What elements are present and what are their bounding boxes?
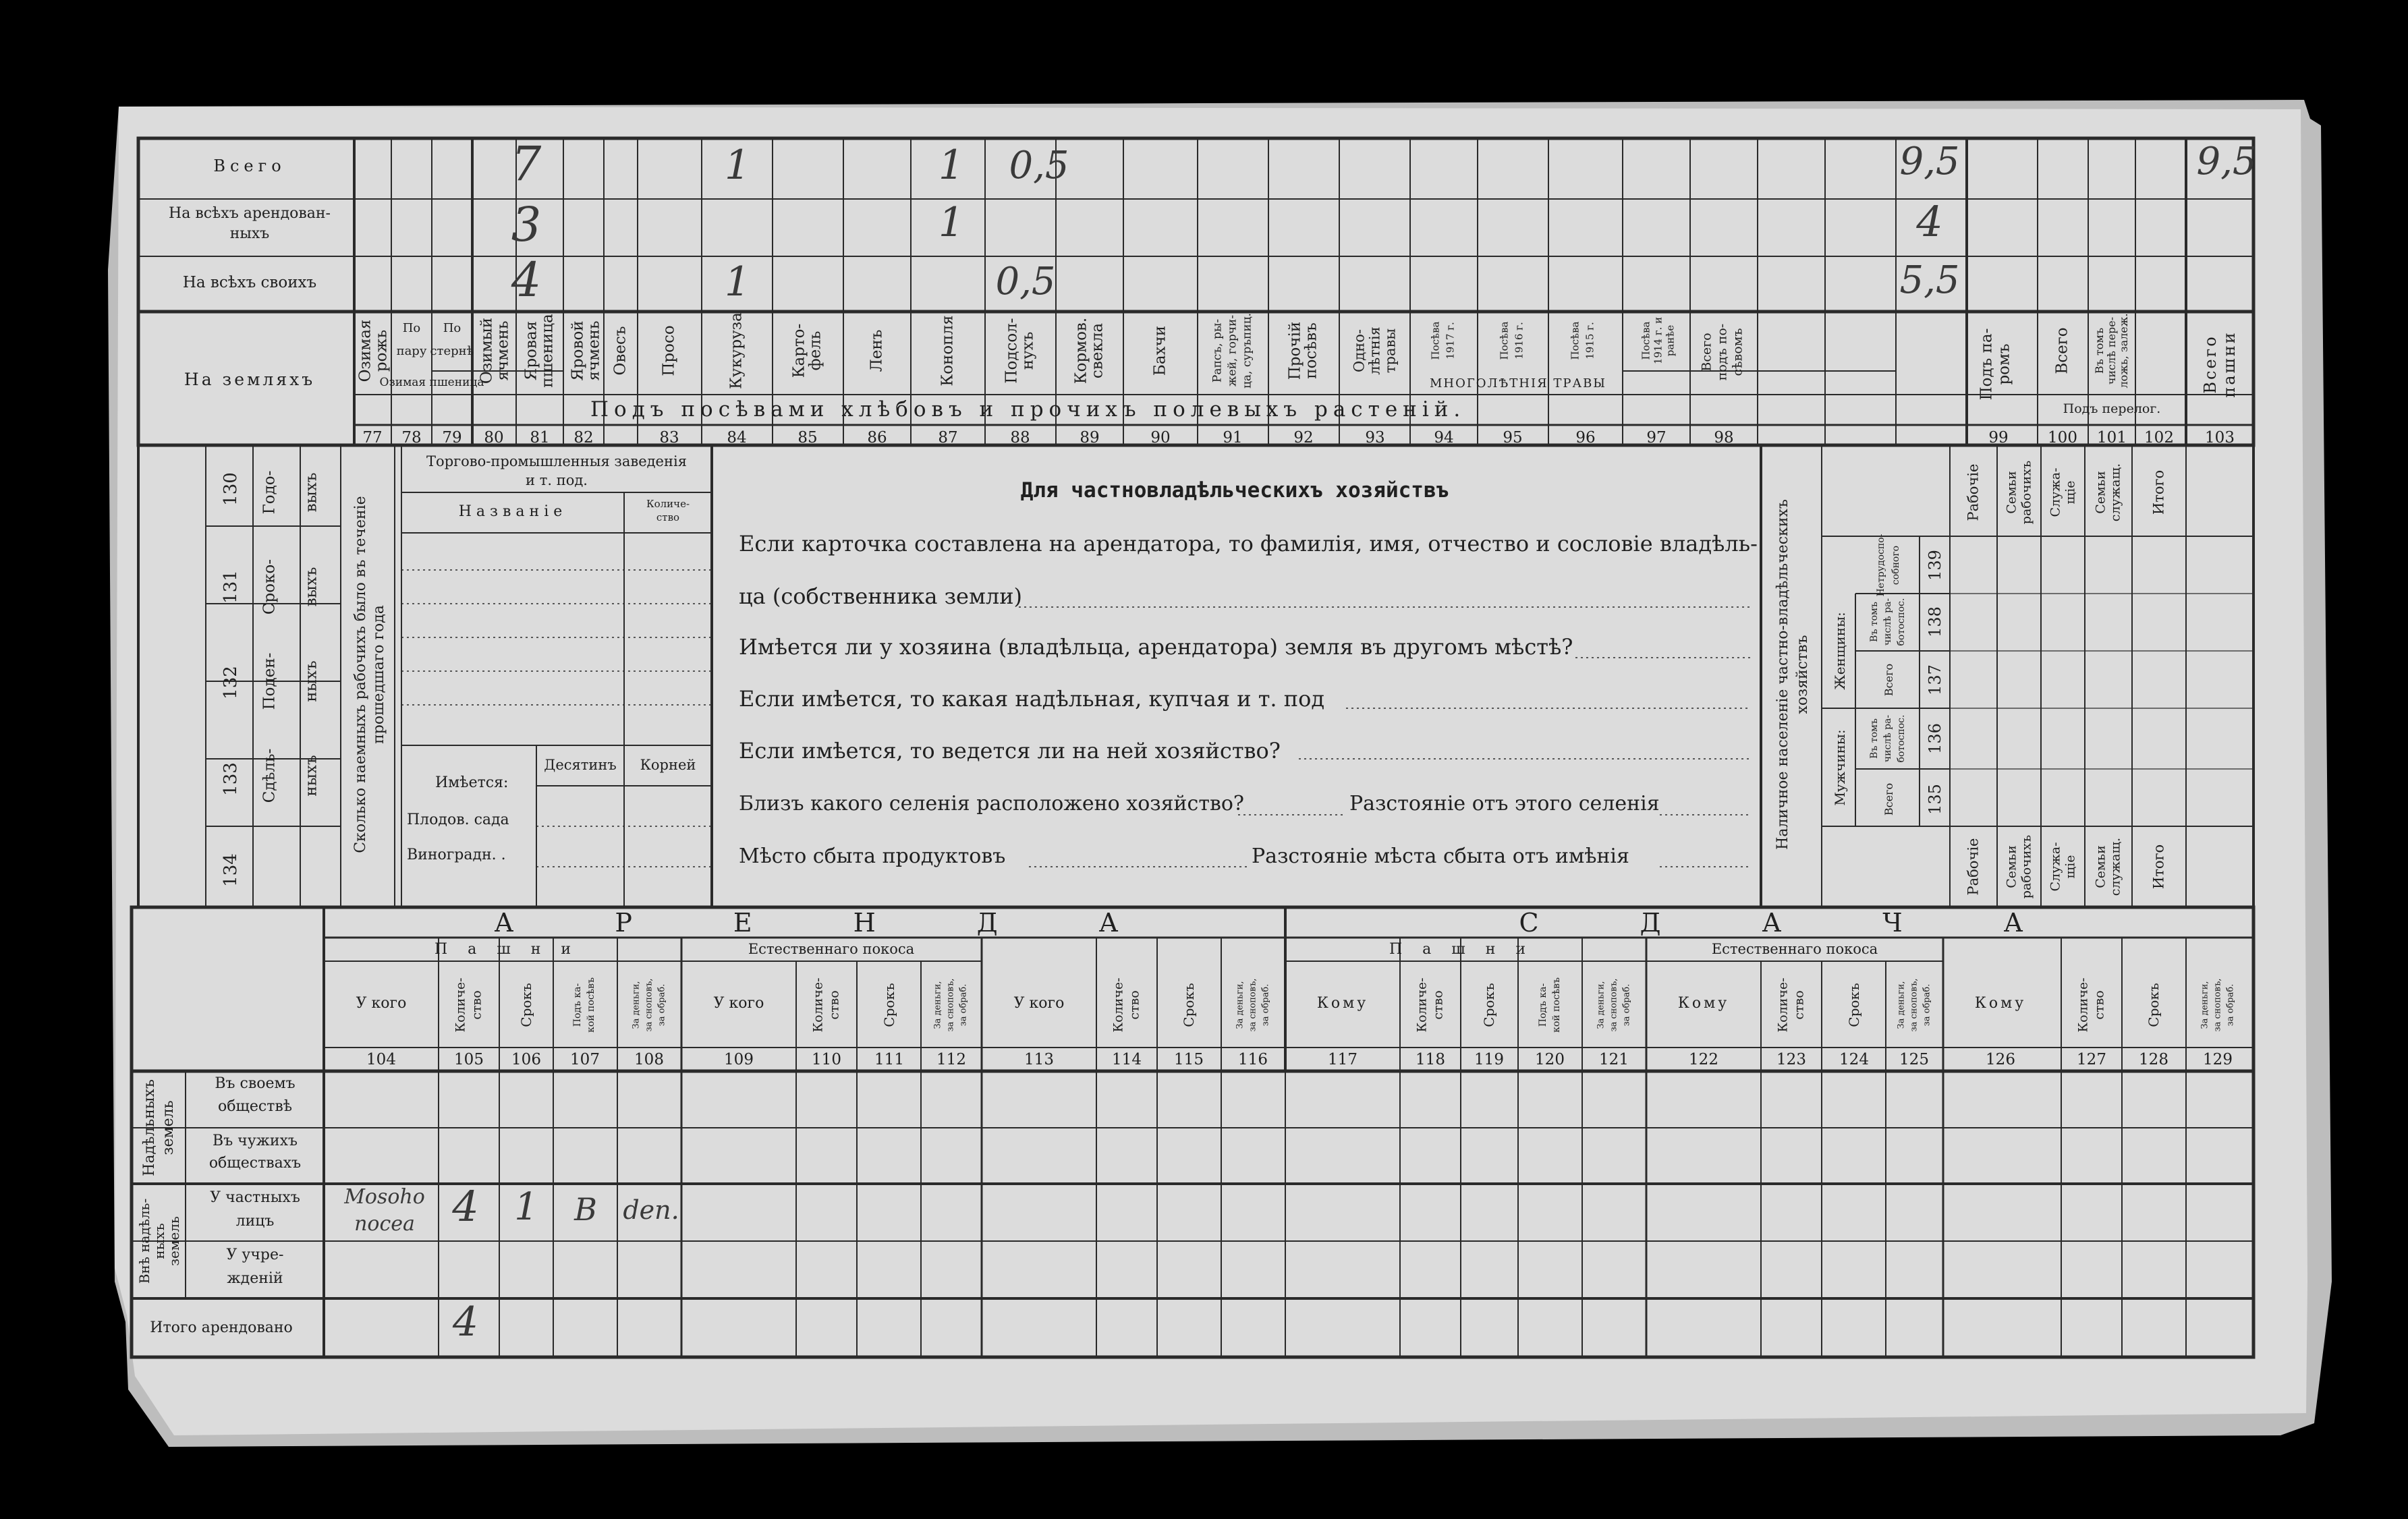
- crop-header-ozimaya-pshenitsa: Озимая пшеница: [379, 376, 484, 389]
- crop-header-103b: пашни: [2220, 331, 2239, 398]
- col-number-114: 114: [1112, 1051, 1142, 1068]
- col-number-128: 128: [2139, 1051, 2168, 1068]
- col-number-122: 122: [1689, 1051, 1718, 1068]
- crop-header-77a: Озимая: [356, 319, 374, 382]
- crop-header-78a: По: [402, 321, 421, 335]
- hw-lease-qty: 4: [452, 1182, 479, 1231]
- col-number-105: 105: [454, 1051, 484, 1068]
- hw-itogo-qty: 4: [452, 1298, 479, 1346]
- trade-nazvanie-header: Названіе: [458, 503, 567, 520]
- col-number-104: 104: [366, 1051, 396, 1068]
- crop-header-81a: Яровая: [522, 320, 540, 381]
- hw-lease-pay: den.: [623, 1195, 679, 1225]
- row-label-arendovannykh-2: ныхъ: [229, 225, 270, 242]
- col-number-137: 137: [1926, 664, 1944, 695]
- crop-header-94b: лѣтнiя: [1366, 326, 1383, 375]
- hw-lease-term: 1: [514, 1185, 538, 1229]
- row-uchrezh-b: жденій: [227, 1270, 283, 1287]
- hw-vsego-85: 1: [938, 142, 965, 189]
- col-number-112: 112: [936, 1051, 966, 1068]
- col-number-101: 101: [2097, 429, 2127, 447]
- label-srokovykh-b: выхъ: [302, 567, 320, 607]
- col-number-115: 115: [1174, 1051, 1204, 1068]
- private-q4: Если имѣется, то ведется ли на ней хозяйство?: [739, 738, 1281, 764]
- col-number-121: 121: [1599, 1051, 1629, 1068]
- label-vne-a: Внѣ надѣль-: [136, 1198, 152, 1284]
- crop-header-78b: пару: [396, 344, 427, 358]
- label-nadelnykh-b: земель: [160, 1100, 177, 1155]
- lease-header-u-kogo-104: У кого: [356, 995, 407, 1012]
- col-number-92: 92: [1293, 429, 1314, 447]
- col-number-85: 85: [797, 429, 818, 447]
- lease-header-za-116a: За деньги,: [1235, 981, 1245, 1029]
- row-svoem-a: Въ своемъ: [215, 1075, 296, 1092]
- col-number-95: 95: [1503, 429, 1523, 447]
- lease-header-za-112b: за сноповъ,: [945, 978, 956, 1032]
- trade-kolichestvo-b: ство: [656, 511, 680, 523]
- label-zhen-vtom-c: ботоспос.: [1896, 598, 1907, 646]
- crop-header-102b: числѣ пере-: [2105, 316, 2118, 385]
- row-label-vsego: Всего: [213, 156, 286, 175]
- paper: [115, 107, 2307, 1435]
- private-q5b: Разстояніе отъ этого селенія: [1349, 792, 1660, 815]
- crop-header-100b: ромъ: [1995, 343, 2013, 385]
- private-q1a: Если карточка составлена на арендатора, то фамилія, имя, отчество и сословіе владѣль-: [739, 531, 1758, 556]
- label-muzh-vtom-a: Въ томъ: [1869, 718, 1880, 759]
- lease-header-kol-127b: ство: [2092, 990, 2107, 1020]
- label-zhenshchiny: Женщины:: [1832, 612, 1848, 690]
- private-title: Для частновладѣльческихъ хозяйствъ: [1020, 478, 1449, 503]
- col-number-106: 106: [511, 1051, 541, 1068]
- crop-header-87: Ленъ: [868, 329, 886, 372]
- trade-title-b: и т. под.: [526, 472, 588, 488]
- crop-header-82b: ячмень: [585, 320, 603, 381]
- col-number-97: 97: [1646, 429, 1667, 447]
- label-muzhchiny: Мужчины:: [1832, 729, 1848, 806]
- col-number-109: 109: [724, 1051, 754, 1068]
- col-number-113: 113: [1024, 1051, 1054, 1068]
- col-number-132: 132: [221, 666, 241, 699]
- pop-footer-semi-sl-b: служащ.: [2108, 837, 2123, 896]
- lease-header-srok-128: Срокъ: [2146, 983, 2162, 1027]
- lease-header-srok-115: Срокъ: [1181, 983, 1197, 1027]
- col-number-107: 107: [570, 1051, 600, 1068]
- hw-svoikh-82: 1: [724, 258, 751, 306]
- crop-header-98a: Посѣва: [1640, 321, 1652, 360]
- lease-header-kol-105b: ство: [469, 990, 484, 1020]
- lease-header-kol-110b: ство: [827, 990, 842, 1020]
- col-number-116: 116: [1238, 1051, 1268, 1068]
- label-vne-b: ныхъ: [151, 1223, 167, 1259]
- col-number-86: 86: [867, 429, 887, 447]
- row-chastnykh-b: лицъ: [235, 1213, 275, 1230]
- private-q6a: Мѣсто сбыта продуктовъ: [739, 844, 1006, 868]
- sdacha-pashni-label: Пашни: [1389, 941, 1546, 958]
- crop-header-91: Бахчи: [1151, 325, 1169, 376]
- crop-header-89a: Подсол-: [1003, 318, 1021, 384]
- arenda-estestv-label: Естественнаго покоса: [748, 941, 915, 957]
- lease-header-za-129b: за сноповъ,: [2212, 978, 2223, 1032]
- col-number-99: 99: [1988, 429, 2009, 447]
- label-netrudosp-b: собного: [1891, 545, 1901, 585]
- population-title-a: Наличное населеніе частно-владѣльческихъ: [1774, 499, 1791, 850]
- hw-svoikh-86: 0,5: [995, 260, 1056, 304]
- label-godovykh-a: Годо-: [260, 470, 279, 515]
- crop-header-90b: свекла: [1088, 322, 1107, 379]
- hw-lease-who: Mosoho: [344, 1185, 425, 1209]
- crop-header-84: Просо: [660, 325, 678, 376]
- hw-vsego-103: 9,5: [2196, 140, 2257, 183]
- pod-posevami-banner: Подъ посѣвами хлѣбовъ и прочихъ полевыхъ растенiй.: [590, 397, 1466, 422]
- private-q6b: Разстояніе мѣста сбыта отъ имѣнія: [1252, 844, 1629, 868]
- row-itogo-arendovano: Итого арендовано: [150, 1319, 293, 1336]
- lease-header-komu-126: Кому: [1974, 995, 2027, 1012]
- crop-header-88: Конопля: [939, 315, 957, 386]
- lease-header-za-112a: За деньги,: [932, 981, 943, 1029]
- lease-header-pod-107a: Подъ ка-: [572, 983, 583, 1027]
- population-title-b: хозяйствъ: [1794, 635, 1811, 714]
- lease-header-srok-106: Срокъ: [518, 983, 534, 1027]
- lease-header-pod-120b: кой посѣвъ: [1551, 977, 1562, 1033]
- lease-header-kol-105a: Количе-: [453, 977, 468, 1033]
- crop-header-83: Овесъ: [611, 326, 629, 376]
- row-label-na-zemlyakh: На земляхъ: [184, 370, 316, 389]
- trade-plodov-sada: Плодов. сада: [407, 811, 509, 828]
- label-muzh-vtom-b: числѣ ра-: [1882, 714, 1893, 763]
- col-number-81: 81: [530, 429, 550, 447]
- hw-arend-99: 4: [1916, 197, 1943, 246]
- crop-header-93a: Прочiй: [1286, 321, 1304, 380]
- lease-header-za-116b: за сноповъ,: [1248, 978, 1258, 1032]
- lease-header-u-kogo-113: У кого: [1013, 995, 1065, 1012]
- col-number-120: 120: [1535, 1051, 1565, 1068]
- hw-arend-77: 3: [511, 197, 542, 252]
- lease-header-srok-111: Срокъ: [881, 983, 897, 1027]
- col-number-133: 133: [221, 762, 241, 796]
- pop-footer-sluzh-b: щіе: [2063, 855, 2078, 879]
- trade-vinogradn: Виноградн. .: [407, 847, 506, 863]
- col-number-102: 102: [2144, 429, 2174, 447]
- col-number-80: 80: [484, 429, 504, 447]
- crop-header-80b: ячмень: [494, 320, 512, 381]
- label-skolko-naemnykh-b: прошедшаго года: [370, 605, 387, 744]
- private-q5a: Близъ какого селенія расположено хозяйство?: [739, 792, 1244, 815]
- col-number-83: 83: [659, 429, 679, 447]
- col-number-103: 103: [2205, 429, 2235, 447]
- col-number-118: 118: [1416, 1051, 1445, 1068]
- label-skolko-naemnykh-a: Сколько наемныхъ рабочихъ было въ теченіе: [352, 496, 369, 853]
- label-zhen-vtom-a: Въ томъ: [1869, 602, 1880, 642]
- row-uchrezh-a: У учре-: [226, 1246, 284, 1263]
- col-number-96: 96: [1575, 429, 1596, 447]
- crop-header-103a: Всего: [2201, 335, 2220, 394]
- col-number-130: 130: [221, 472, 241, 506]
- crop-header-79b: стернѣ: [430, 344, 474, 358]
- col-number-100: 100: [2048, 429, 2077, 447]
- crop-header-102a: Въ томъ: [2093, 327, 2106, 374]
- hw-arend-85: 1: [938, 199, 965, 246]
- lease-header-srok-119: Срокъ: [1481, 983, 1497, 1027]
- crop-header-92c: ца, суръпиц.: [1240, 312, 1254, 389]
- label-nadelnykh-a: Надѣльныхъ: [141, 1079, 158, 1176]
- lease-header-kol-118b: ство: [1430, 990, 1446, 1020]
- pop-header-rabochie: Рабочіе: [1965, 463, 1982, 521]
- crop-header-90a: Кормов.: [1072, 317, 1090, 384]
- col-number-87: 87: [938, 429, 958, 447]
- col-number-129: 129: [2203, 1051, 2233, 1068]
- crop-header-99c: сѣвомъ: [1730, 328, 1745, 376]
- trade-title-a: Торгово-промышленныя заведенія: [426, 453, 687, 469]
- crop-header-98b: 1914 г. и: [1652, 316, 1664, 365]
- hw-svoikh-99: 5,5: [1899, 258, 1960, 302]
- row-chuzhikh-b: обществахъ: [208, 1155, 302, 1172]
- mnogoletnie-travy-label: МНОГОЛѢТНIЯ ТРАВЫ: [1429, 376, 1607, 391]
- private-q3: Если имѣется, то какая надѣльная, купчая и т. под: [739, 686, 1325, 712]
- col-number-79: 79: [442, 429, 462, 447]
- col-number-131: 131: [221, 570, 241, 604]
- lease-header-srok-124: Срокъ: [1846, 983, 1862, 1027]
- crop-header-102c: ложь, залеж.: [2117, 313, 2130, 389]
- crop-header-85: Кукуруза: [727, 312, 746, 389]
- crop-header-86a: Карто-: [790, 323, 808, 378]
- col-number-98: 98: [1714, 429, 1734, 447]
- crop-header-79a: По: [443, 321, 461, 335]
- col-number-117: 117: [1328, 1051, 1357, 1068]
- crop-header-96a: Посѣва: [1498, 321, 1511, 360]
- col-number-134: 134: [221, 853, 241, 887]
- crop-header-100a: Подъ па-: [1978, 328, 1996, 401]
- label-zhen-vtom-b: числѣ ра-: [1882, 598, 1893, 646]
- crop-header-97a: Посѣва: [1569, 321, 1581, 360]
- lease-header-za-108b: за сноповъ,: [644, 978, 654, 1032]
- trade-desyatin-header: Десятинъ: [544, 757, 617, 773]
- lease-header-za-129c: за обраб.: [2225, 983, 2236, 1027]
- pop-footer-semi-rab-a: Семьи: [2004, 845, 2019, 888]
- col-number-89: 89: [1080, 429, 1100, 447]
- hw-vsego-86: 0,5: [1009, 144, 1069, 188]
- crop-header-82a: Яровой: [569, 320, 587, 381]
- crop-header-80a: Озимый: [478, 317, 496, 384]
- pod-perelog-label: Подъ перелог.: [2063, 401, 2161, 416]
- crop-header-89b: нухъ: [1019, 331, 1037, 370]
- lease-header-za-121c: за обраб.: [1621, 983, 1632, 1027]
- arenda-banner: АРЕНДА: [494, 908, 1220, 938]
- pop-footer-sluzh-a: Служа-: [2048, 842, 2063, 892]
- hw-vsego-82: 1: [724, 142, 751, 189]
- col-number-135: 135: [1926, 784, 1944, 815]
- pop-footer-rabochie: Рабочіе: [1965, 838, 1982, 896]
- crop-header-92b: жей, горчи-: [1225, 314, 1239, 387]
- lease-header-kol-118a: Количе-: [1414, 977, 1430, 1033]
- trade-korney-header: Корней: [640, 757, 696, 773]
- pop-header-semi-rab-a: Семьи: [2004, 471, 2019, 514]
- hw-vsego-99: 9,5: [1899, 140, 1960, 183]
- pop-header-sluzh-a: Служа-: [2048, 467, 2063, 517]
- col-number-78: 78: [401, 429, 422, 447]
- crop-header-94c: травы: [1382, 328, 1399, 374]
- hw-svoikh-77: 4: [511, 252, 542, 308]
- col-number-111: 111: [874, 1051, 904, 1068]
- lease-header-pod-120a: Подъ ка-: [1538, 983, 1548, 1027]
- label-podennykh-b: ныхъ: [302, 660, 320, 702]
- private-q1b: ца (собственника земли): [739, 583, 1022, 609]
- crop-header-94a: Одно-: [1351, 329, 1368, 372]
- lease-header-kol-123b: ство: [1791, 990, 1807, 1020]
- lease-header-za-112c: за обраб.: [958, 983, 969, 1027]
- label-vne-c: земель: [166, 1216, 182, 1266]
- pop-header-itogo: Итого: [2150, 469, 2167, 515]
- label-muzh-vsego: Всего: [1882, 782, 1895, 816]
- label-godovykh-b: выхъ: [302, 472, 320, 513]
- label-sdelnykh-b: ныхъ: [302, 755, 320, 797]
- col-number-126: 126: [1986, 1051, 2015, 1068]
- col-number-125: 125: [1899, 1051, 1929, 1068]
- hw-lease-crop: B: [574, 1191, 597, 1228]
- col-number-124: 124: [1839, 1051, 1869, 1068]
- label-srokovykh-a: Сроко-: [260, 558, 279, 615]
- col-number-93: 93: [1365, 429, 1385, 447]
- sdacha-estestv-label: Естественнаго покоса: [1711, 941, 1878, 957]
- label-muzh-vtom-c: ботоспос.: [1896, 714, 1907, 763]
- crop-header-86b: фель: [806, 331, 824, 371]
- crop-header-99b: подъ по-: [1714, 323, 1730, 381]
- col-number-139: 139: [1926, 550, 1944, 581]
- lease-header-kol-114a: Количе-: [1111, 977, 1126, 1033]
- col-number-88: 88: [1010, 429, 1030, 447]
- lease-header-za-125a: За деньги,: [1896, 981, 1907, 1029]
- pop-header-semi-sl-a: Семьи: [2093, 471, 2108, 514]
- crop-header-77b: рожь: [372, 329, 391, 372]
- pop-footer-itogo: Итого: [2150, 844, 2167, 890]
- pop-footer-semi-sl-a: Семьи: [2093, 845, 2108, 888]
- lease-header-za-116c: за обраб.: [1260, 983, 1271, 1027]
- crop-header-95b: 1917 г.: [1444, 322, 1457, 360]
- crop-header-101: Всего: [2053, 327, 2071, 374]
- crop-header-93b: посѣвъ: [1302, 322, 1320, 379]
- crop-header-97b: 1915 г.: [1584, 322, 1596, 360]
- row-label-svoikh: На всѣхъ своихъ: [182, 274, 317, 291]
- arenda-pashni-label: Пашни: [434, 941, 592, 958]
- col-number-119: 119: [1474, 1051, 1504, 1068]
- sdacha-banner: СДАЧА: [1519, 908, 2125, 938]
- lease-header-kol-110a: Количе-: [810, 977, 826, 1033]
- col-number-123: 123: [1776, 1051, 1806, 1068]
- lease-header-za-121b: за сноповъ,: [1608, 978, 1619, 1032]
- col-number-77: 77: [362, 429, 383, 447]
- col-number-127: 127: [2077, 1051, 2106, 1068]
- lease-header-za-125b: за сноповъ,: [1909, 978, 1920, 1032]
- lease-header-kol-114b: ство: [1127, 990, 1142, 1020]
- col-number-84: 84: [727, 429, 747, 447]
- private-q2: Имѣется ли у хозяина (владѣльца, арендатора) земля въ другомъ мѣстѣ?: [739, 634, 1573, 660]
- col-number-82: 82: [573, 429, 594, 447]
- lease-header-komu-117: Кому: [1316, 995, 1369, 1012]
- col-number-90: 90: [1150, 429, 1171, 447]
- crop-header-81b: пшеница: [538, 314, 557, 388]
- lease-header-za-121a: За деньги,: [1596, 981, 1606, 1029]
- crop-header-98c: ранѣе: [1664, 324, 1677, 357]
- col-number-110: 110: [812, 1051, 841, 1068]
- lease-header-za-108a: За деньги,: [631, 981, 642, 1029]
- col-number-138: 138: [1926, 606, 1944, 637]
- lease-header-za-125c: за обраб.: [1922, 983, 1932, 1027]
- hw-lease-who2: nocea: [354, 1212, 415, 1236]
- crop-header-92a: Рапсъ, ры-: [1210, 318, 1225, 383]
- crop-header-95a: Посѣва: [1429, 321, 1442, 360]
- label-zhen-vsego: Всего: [1882, 663, 1895, 697]
- lease-header-kol-123a: Количе-: [1775, 977, 1791, 1033]
- pop-footer-semi-rab-b: рабочихъ: [2019, 834, 2034, 899]
- lease-header-za-108c: за обраб.: [656, 983, 667, 1027]
- row-chastnykh-a: У частныхъ: [210, 1189, 300, 1206]
- row-label-arendovannykh-1: На всѣхъ арендован-: [169, 205, 331, 222]
- col-number-91: 91: [1223, 429, 1243, 447]
- pop-header-semi-sl-b: служащ.: [2108, 463, 2123, 522]
- lease-header-za-129a: За деньги,: [2200, 981, 2210, 1029]
- crop-header-96b: 1916 г.: [1513, 322, 1525, 360]
- lease-header-kol-127a: Количе-: [2075, 977, 2091, 1033]
- row-svoem-b: обществѣ: [217, 1098, 293, 1115]
- label-netrudosp-a: Нетрудоспо-: [1876, 534, 1886, 597]
- label-podennykh-a: Поден-: [260, 652, 279, 710]
- pop-header-sluzh-b: щіе: [2063, 480, 2078, 505]
- col-number-94: 94: [1434, 429, 1454, 447]
- lease-header-pod-107b: кой посѣвъ: [586, 977, 596, 1033]
- trade-kolichestvo-a: Количе-: [646, 498, 690, 510]
- row-chuzhikh-a: Въ чужихъ: [213, 1133, 298, 1149]
- crop-header-99a: Всего: [1699, 333, 1714, 372]
- lease-header-u-kogo-109: У кого: [713, 995, 764, 1012]
- col-number-108: 108: [634, 1051, 664, 1068]
- pop-header-semi-rab-b: рабочихъ: [2019, 460, 2034, 525]
- hw-vsego-77: 7: [511, 136, 542, 192]
- col-number-136: 136: [1926, 723, 1944, 754]
- lease-header-komu-122: Кому: [1677, 995, 1730, 1012]
- label-sdelnykh-a: Сдѣль-: [260, 748, 279, 803]
- trade-imeetsya: Имѣется:: [435, 774, 509, 791]
